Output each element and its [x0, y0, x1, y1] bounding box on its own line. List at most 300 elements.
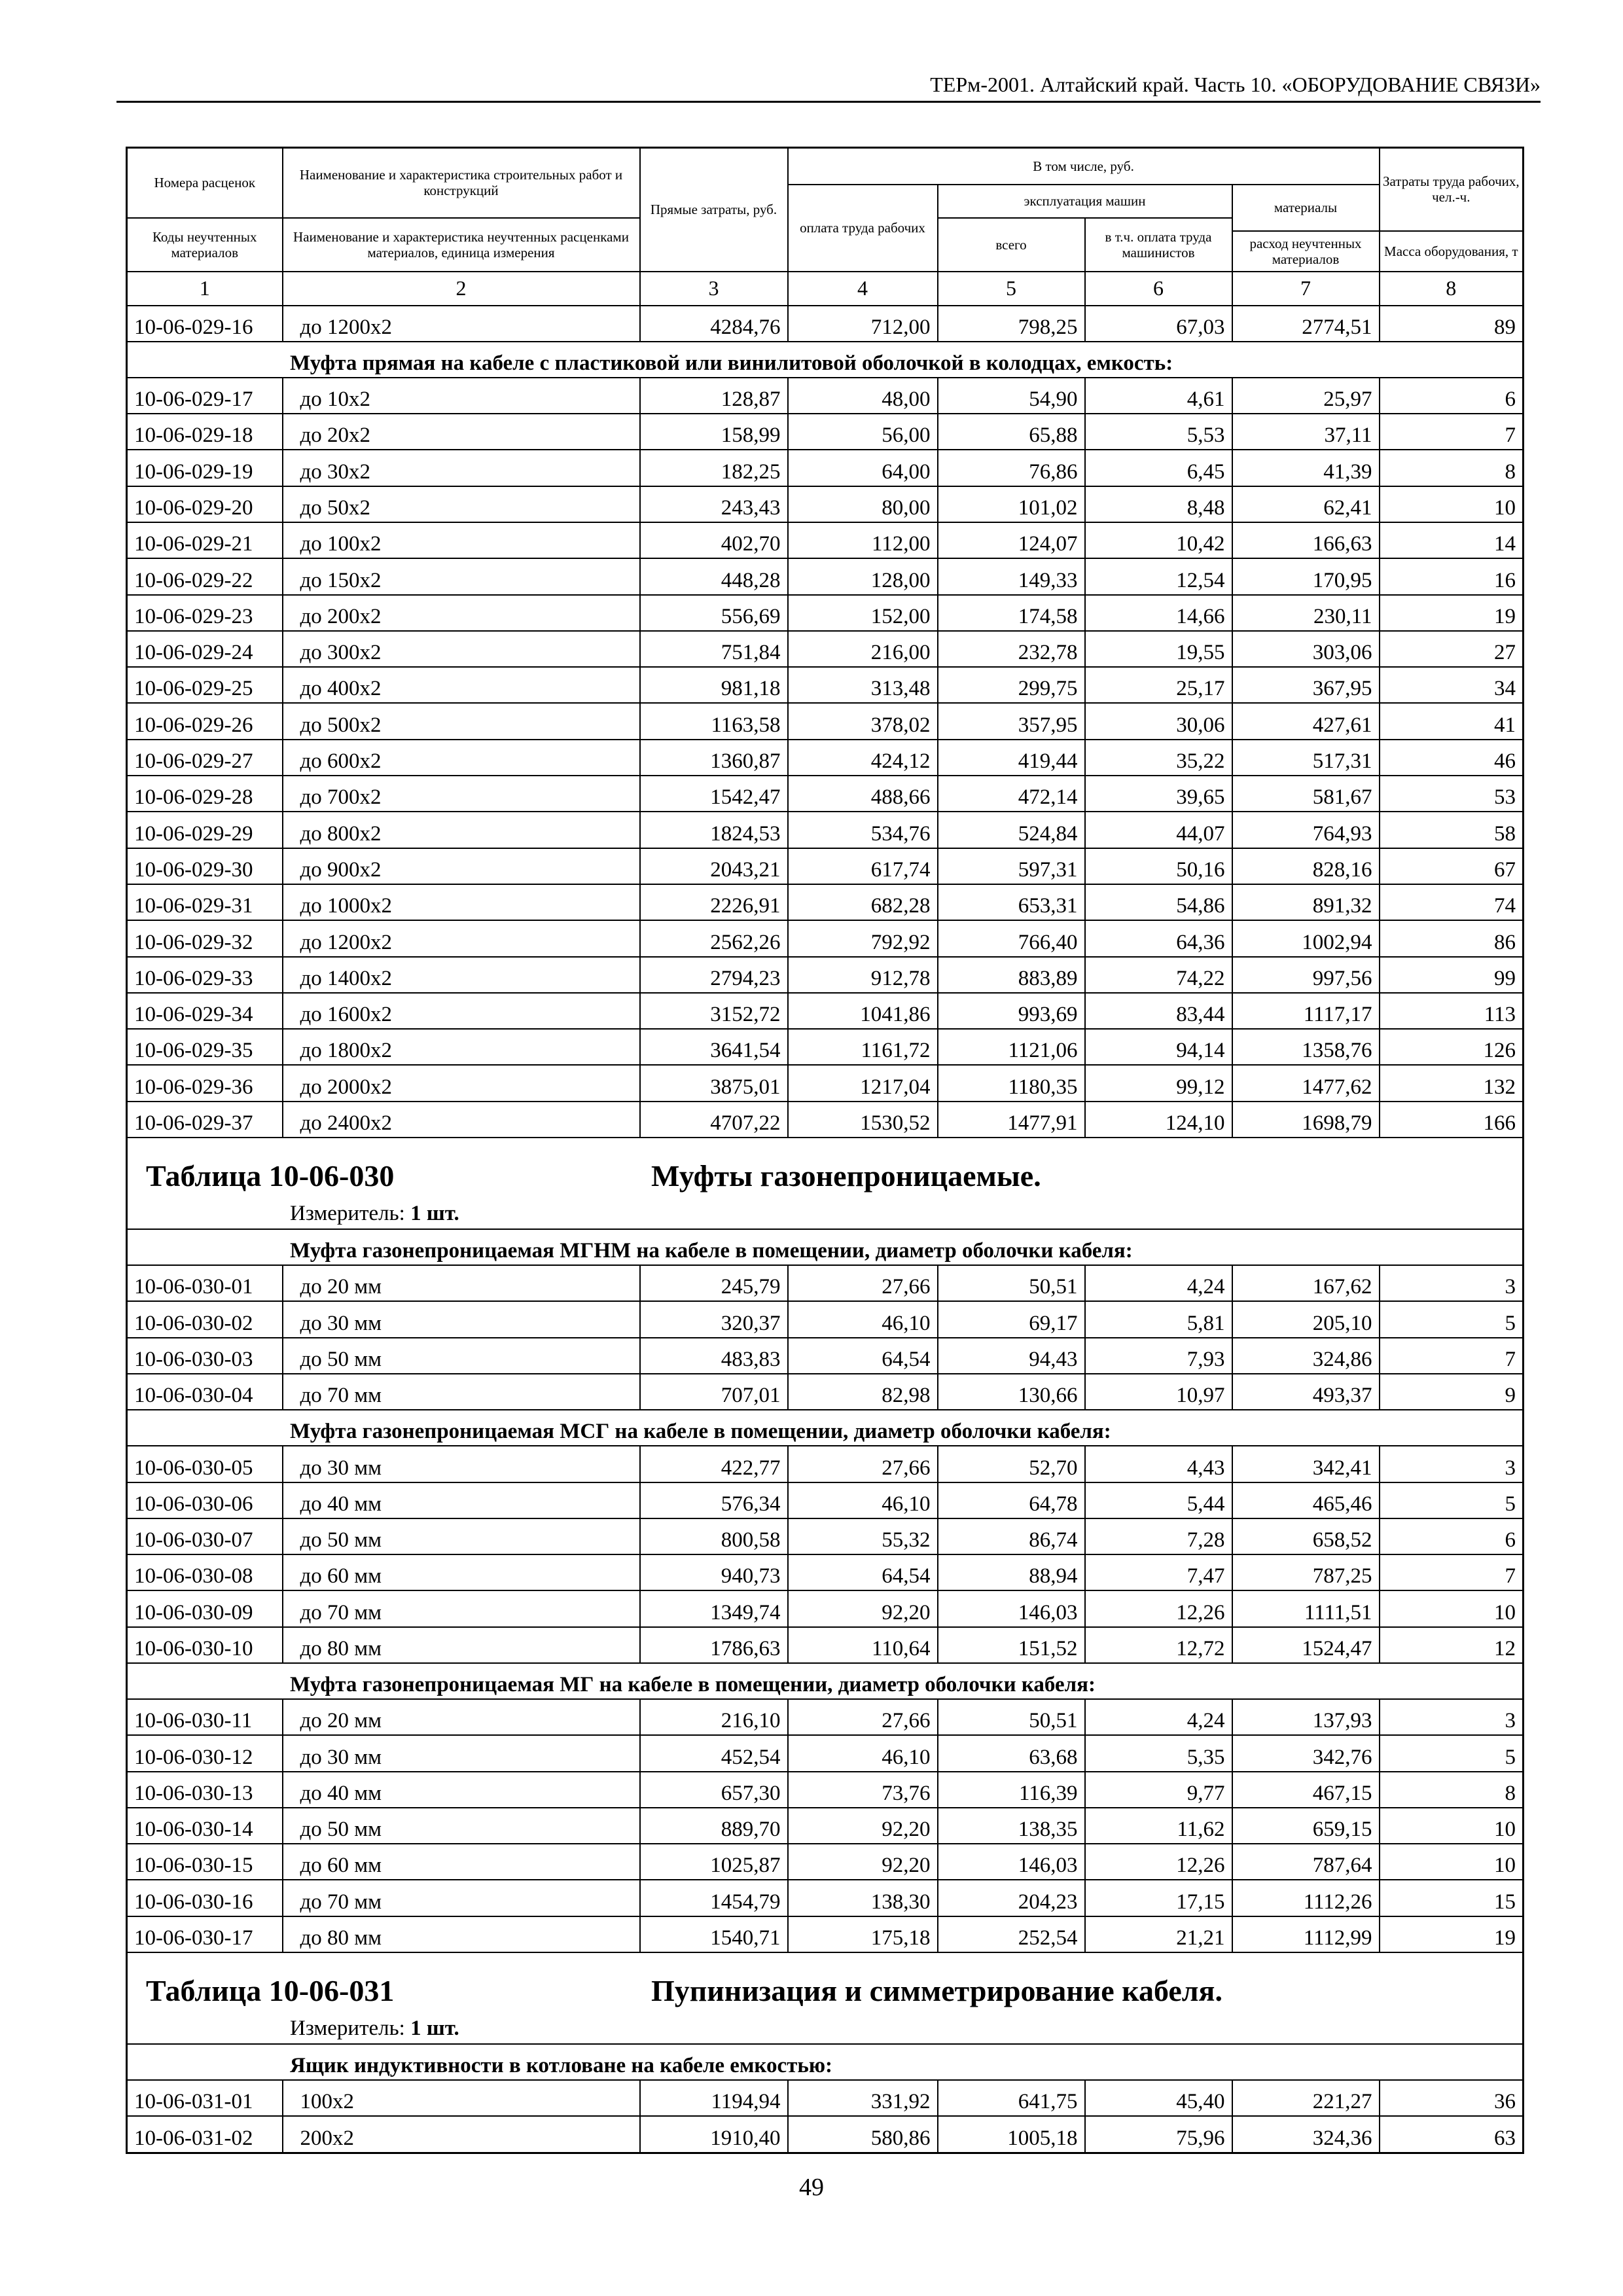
direct-costs-cell: 216,10 [640, 1699, 788, 1735]
col-number: 2 [283, 272, 640, 306]
labor-pay-cell: 73,76 [788, 1772, 938, 1808]
table-row [127, 703, 1524, 739]
rate-code: 10-06-030-05 [127, 1446, 283, 1482]
direct-costs-cell: 3641,54 [640, 1029, 788, 1065]
col-header-materials: материалы [1232, 185, 1380, 231]
labor-hours-cell: 8 [1380, 1772, 1524, 1808]
labor-pay-cell: 682,28 [788, 884, 938, 920]
labor-pay-cell: 138,30 [788, 1880, 938, 1916]
measure-label: Измеритель: [290, 1202, 405, 1226]
direct-costs-cell: 707,01 [640, 1374, 788, 1410]
direct-costs-cell: 3152,72 [640, 993, 788, 1029]
direct-costs-cell: 657,30 [640, 1772, 788, 1808]
table-number: Таблица 10-06-030 [146, 1159, 395, 1193]
labor-hours-cell: 74 [1380, 884, 1524, 920]
table-row [127, 1880, 1524, 1916]
group-title: Муфта газонепроницаемая МГ на кабеле в помещении, диаметр оболочки кабеля: [127, 1663, 1524, 1699]
labor-pay-cell: 80,00 [788, 486, 938, 522]
rate-name: до 50 мм [283, 1338, 640, 1374]
table-row [127, 993, 1524, 1029]
materials-cost-cell: 997,56 [1232, 957, 1380, 993]
machines-total-cell: 1005,18 [938, 2116, 1085, 2153]
labor-pay-cell: 82,98 [788, 1374, 938, 1410]
labor-pay-cell: 92,20 [788, 1844, 938, 1880]
labor-hours-cell: 63 [1380, 2116, 1524, 2153]
table-row [127, 1065, 1524, 1101]
machinists-pay-cell: 10,97 [1085, 1374, 1232, 1410]
labor-hours-cell: 27 [1380, 631, 1524, 667]
machines-total-cell: 472,14 [938, 776, 1085, 812]
page-number: 49 [799, 2174, 824, 2201]
labor-pay-cell: 1161,72 [788, 1029, 938, 1065]
labor-pay-cell: 331,92 [788, 2080, 938, 2116]
labor-pay-cell: 534,76 [788, 812, 938, 848]
rate-code: 10-06-029-22 [127, 558, 283, 594]
labor-pay-cell: 92,20 [788, 1808, 938, 1844]
rate-code: 10-06-031-01 [127, 2080, 283, 2116]
direct-costs-cell: 245,79 [640, 1265, 788, 1301]
rate-name: до 1000х2 [283, 884, 640, 920]
col-header-machinists-pay: в т.ч. оплата труда машинистов [1085, 218, 1232, 272]
direct-costs-cell: 751,84 [640, 631, 788, 667]
labor-pay-cell: 1217,04 [788, 1065, 938, 1101]
col-number: 8 [1380, 272, 1524, 306]
table-row [127, 1699, 1524, 1735]
rate-code: 10-06-029-24 [127, 631, 283, 667]
col-number: 5 [938, 272, 1085, 306]
table-row [127, 957, 1524, 993]
direct-costs-cell: 243,43 [640, 486, 788, 522]
table-row [127, 776, 1524, 812]
labor-pay-cell: 27,66 [788, 1446, 938, 1482]
rate-name: до 30 мм [283, 1735, 640, 1771]
machines-total-cell: 149,33 [938, 558, 1085, 594]
machinists-pay-cell: 54,86 [1085, 884, 1232, 920]
labor-hours-cell: 10 [1380, 1808, 1524, 1844]
machinists-pay-cell: 83,44 [1085, 993, 1232, 1029]
labor-pay-cell: 27,66 [788, 1699, 938, 1735]
machines-total-cell: 69,17 [938, 1301, 1085, 1337]
direct-costs-cell: 800,58 [640, 1518, 788, 1554]
rate-name: до 400х2 [283, 667, 640, 703]
materials-cost-cell: 367,95 [1232, 667, 1380, 703]
rate-name: до 10х2 [283, 378, 640, 414]
rate-code: 10-06-029-23 [127, 595, 283, 631]
machinists-pay-cell: 50,16 [1085, 848, 1232, 884]
materials-cost-cell: 659,15 [1232, 1808, 1380, 1844]
machinists-pay-cell: 75,96 [1085, 2116, 1232, 2153]
labor-hours-cell: 41 [1380, 703, 1524, 739]
materials-cost-cell: 1477,62 [1232, 1065, 1380, 1101]
materials-cost-cell: 1358,76 [1232, 1029, 1380, 1065]
labor-pay-cell: 378,02 [788, 703, 938, 739]
table-number: Таблица 10-06-031 [146, 1974, 395, 2008]
materials-cost-cell: 170,95 [1232, 558, 1380, 594]
machines-total-cell: 54,90 [938, 378, 1085, 414]
col-header-materials-unaccounted: расход неучтенных материалов [1232, 231, 1380, 272]
rate-name: до 30х2 [283, 450, 640, 486]
labor-pay-cell: 152,00 [788, 595, 938, 631]
table-row [127, 920, 1524, 956]
machinists-pay-cell: 10,42 [1085, 522, 1232, 558]
table-row [127, 1844, 1524, 1880]
materials-cost-cell: 581,67 [1232, 776, 1380, 812]
labor-pay-cell: 64,00 [788, 450, 938, 486]
direct-costs-cell: 483,83 [640, 1338, 788, 1374]
materials-cost-cell: 342,76 [1232, 1735, 1380, 1771]
materials-cost-cell: 517,31 [1232, 740, 1380, 776]
machinists-pay-cell: 44,07 [1085, 812, 1232, 848]
direct-costs-cell: 556,69 [640, 595, 788, 631]
machines-total-cell: 1477,91 [938, 1102, 1085, 1138]
rate-code: 10-06-029-33 [127, 957, 283, 993]
table-row [127, 595, 1524, 631]
rate-code: 10-06-029-35 [127, 1029, 283, 1065]
rate-name: до 100х2 [283, 522, 640, 558]
table-row [127, 414, 1524, 450]
rate-code: 10-06-029-26 [127, 703, 283, 739]
materials-cost-cell: 166,63 [1232, 522, 1380, 558]
machines-total-cell: 524,84 [938, 812, 1085, 848]
running-header: ТЕРм-2001. Алтайский край. Часть 10. «ОБОРУДОВАНИЕ СВЯЗИ» [116, 71, 1541, 103]
table-row [127, 1338, 1524, 1374]
materials-cost-cell: 2774,51 [1232, 306, 1380, 342]
machines-total-cell: 138,35 [938, 1808, 1085, 1844]
machines-total-cell: 124,07 [938, 522, 1085, 558]
labor-hours-cell: 5 [1380, 1482, 1524, 1518]
group-title: Муфта прямая на кабеле с пластиковой или винилитовой оболочкой в колодцах, емкость: [127, 342, 1524, 378]
direct-costs-cell: 1163,58 [640, 703, 788, 739]
materials-cost-cell: 467,15 [1232, 1772, 1380, 1808]
measure-row [127, 2008, 1524, 2044]
machinists-pay-cell: 5,35 [1085, 1735, 1232, 1771]
rate-name: до 500х2 [283, 703, 640, 739]
measure-value: 1 шт. [410, 1202, 459, 1226]
rate-name: до 900х2 [283, 848, 640, 884]
materials-cost-cell: 787,25 [1232, 1554, 1380, 1590]
table-row [127, 1627, 1524, 1663]
machines-total-cell: 63,68 [938, 1735, 1085, 1771]
table-row [127, 2080, 1524, 2116]
direct-costs-cell: 4707,22 [640, 1102, 788, 1138]
materials-cost-cell: 1698,79 [1232, 1102, 1380, 1138]
materials-cost-cell: 764,93 [1232, 812, 1380, 848]
labor-pay-cell: 313,48 [788, 667, 938, 703]
rate-code: 10-06-029-36 [127, 1065, 283, 1101]
table-title-row [127, 1952, 1524, 2008]
rate-code: 10-06-030-04 [127, 1374, 283, 1410]
labor-hours-cell: 19 [1380, 1916, 1524, 1952]
direct-costs-cell: 1025,87 [640, 1844, 788, 1880]
materials-cost-cell: 221,27 [1232, 2080, 1380, 2116]
materials-cost-cell: 1112,26 [1232, 1880, 1380, 1916]
table-row [127, 1735, 1524, 1771]
materials-cost-cell: 658,52 [1232, 1518, 1380, 1554]
rate-code: 10-06-029-27 [127, 740, 283, 776]
machines-total-cell: 151,52 [938, 1627, 1085, 1663]
table-row [127, 1808, 1524, 1844]
group-title: Муфта газонепроницаемая МГНМ на кабеле в помещении, диаметр оболочки кабеля: [127, 1229, 1524, 1265]
machines-total-cell: 94,43 [938, 1338, 1085, 1374]
table-title-cell [127, 1138, 1524, 1193]
labor-hours-cell: 15 [1380, 1880, 1524, 1916]
table-title-cell [127, 1952, 1524, 2008]
direct-costs-cell: 158,99 [640, 414, 788, 450]
direct-costs-cell: 320,37 [640, 1301, 788, 1337]
machinists-pay-cell: 30,06 [1085, 703, 1232, 739]
labor-hours-cell: 58 [1380, 812, 1524, 848]
rate-code: 10-06-030-14 [127, 1808, 283, 1844]
machines-total-cell: 798,25 [938, 306, 1085, 342]
machinists-pay-cell: 12,54 [1085, 558, 1232, 594]
machinists-pay-cell: 7,47 [1085, 1554, 1232, 1590]
rates-table-frame [126, 147, 1522, 2154]
rate-code: 10-06-030-17 [127, 1916, 283, 1952]
table-row [127, 1265, 1524, 1301]
machines-total-cell: 116,39 [938, 1772, 1085, 1808]
labor-hours-cell: 7 [1380, 1338, 1524, 1374]
group-title-row [127, 342, 1524, 378]
col-header-machines: эксплуатация машин [938, 185, 1232, 218]
machines-total-cell: 204,23 [938, 1880, 1085, 1916]
machinists-pay-cell: 7,93 [1085, 1338, 1232, 1374]
machines-total-cell: 653,31 [938, 884, 1085, 920]
rate-code: 10-06-029-37 [127, 1102, 283, 1138]
direct-costs-cell: 182,25 [640, 450, 788, 486]
materials-cost-cell: 25,97 [1232, 378, 1380, 414]
labor-pay-cell: 56,00 [788, 414, 938, 450]
labor-pay-cell: 216,00 [788, 631, 938, 667]
table-row [127, 1554, 1524, 1590]
rate-name: до 800х2 [283, 812, 640, 848]
machinists-pay-cell: 4,24 [1085, 1265, 1232, 1301]
machinists-pay-cell: 19,55 [1085, 631, 1232, 667]
direct-costs-cell: 4284,76 [640, 306, 788, 342]
rate-name: до 1200х2 [283, 306, 640, 342]
machines-total-cell: 146,03 [938, 1844, 1085, 1880]
rate-code: 10-06-030-13 [127, 1772, 283, 1808]
machinists-pay-cell: 94,14 [1085, 1029, 1232, 1065]
col-number: 1 [127, 272, 283, 306]
direct-costs-cell: 1542,47 [640, 776, 788, 812]
group-title-row [127, 1663, 1524, 1699]
labor-hours-cell: 8 [1380, 450, 1524, 486]
rate-code: 10-06-029-34 [127, 993, 283, 1029]
labor-hours-cell: 36 [1380, 2080, 1524, 2116]
labor-hours-cell: 10 [1380, 1590, 1524, 1626]
materials-cost-cell: 324,86 [1232, 1338, 1380, 1374]
rate-name: 200х2 [283, 2116, 640, 2153]
rate-name: до 200х2 [283, 595, 640, 631]
table-title-block [128, 1138, 1522, 1193]
col-header-direct-costs: Прямые затраты, руб. [640, 148, 788, 272]
machines-total-cell: 419,44 [938, 740, 1085, 776]
labor-pay-cell: 792,92 [788, 920, 938, 956]
labor-hours-cell: 3 [1380, 1699, 1524, 1735]
materials-cost-cell: 1117,17 [1232, 993, 1380, 1029]
labor-hours-cell: 99 [1380, 957, 1524, 993]
machinists-pay-cell: 12,26 [1085, 1844, 1232, 1880]
rate-code: 10-06-030-15 [127, 1844, 283, 1880]
rate-name: до 600х2 [283, 740, 640, 776]
rate-code: 10-06-030-03 [127, 1338, 283, 1374]
group-title: Муфта газонепроницаемая МСГ на кабеле в помещении, диаметр оболочки кабеля: [127, 1410, 1524, 1446]
rate-code: 10-06-030-01 [127, 1265, 283, 1301]
labor-pay-cell: 48,00 [788, 378, 938, 414]
machines-total-cell: 252,54 [938, 1916, 1085, 1952]
rate-name: до 2000х2 [283, 1065, 640, 1101]
direct-costs-cell: 1786,63 [640, 1627, 788, 1663]
table-row [127, 1590, 1524, 1626]
machinists-pay-cell: 124,10 [1085, 1102, 1232, 1138]
machinists-pay-cell: 6,45 [1085, 450, 1232, 486]
materials-cost-cell: 828,16 [1232, 848, 1380, 884]
table-title: Пупинизация и симметрирование кабеля. [651, 1974, 1222, 2008]
machinists-pay-cell: 45,40 [1085, 2080, 1232, 2116]
rate-code: 10-06-029-16 [127, 306, 283, 342]
machines-total-cell: 50,51 [938, 1265, 1085, 1301]
machines-total-cell: 86,74 [938, 1518, 1085, 1554]
machinists-pay-cell: 39,65 [1085, 776, 1232, 812]
direct-costs-cell: 1910,40 [640, 2116, 788, 2153]
table-row [127, 1482, 1524, 1518]
machinists-pay-cell: 35,22 [1085, 740, 1232, 776]
table-title-row [127, 1138, 1524, 1193]
table-row [127, 1301, 1524, 1337]
rate-name: до 300х2 [283, 631, 640, 667]
machines-total-cell: 50,51 [938, 1699, 1085, 1735]
labor-pay-cell: 712,00 [788, 306, 938, 342]
machinists-pay-cell: 4,43 [1085, 1446, 1232, 1482]
machinists-pay-cell: 4,24 [1085, 1699, 1232, 1735]
measure-label: Измеритель: [290, 2017, 405, 2041]
group-title-row [127, 1410, 1524, 1446]
labor-pay-cell: 46,10 [788, 1735, 938, 1771]
table-row [127, 450, 1524, 486]
materials-cost-cell: 891,32 [1232, 884, 1380, 920]
machines-total-cell: 993,69 [938, 993, 1085, 1029]
col-header-equipment-mass: Масса оборудования, т [1380, 231, 1524, 272]
rate-code: 10-06-029-21 [127, 522, 283, 558]
materials-cost-cell: 41,39 [1232, 450, 1380, 486]
machinists-pay-cell: 17,15 [1085, 1880, 1232, 1916]
rate-code: 10-06-029-29 [127, 812, 283, 848]
direct-costs-cell: 1454,79 [640, 1880, 788, 1916]
labor-hours-cell: 113 [1380, 993, 1524, 1029]
machinists-pay-cell: 4,61 [1085, 378, 1232, 414]
rate-name: до 1600х2 [283, 993, 640, 1029]
table-row [127, 1374, 1524, 1410]
rate-code: 10-06-029-18 [127, 414, 283, 450]
rate-name: до 40 мм [283, 1482, 640, 1518]
table-title: Муфты газонепроницаемые. [651, 1159, 1041, 1193]
machinists-pay-cell: 21,21 [1085, 1916, 1232, 1952]
group-title: Ящик индуктивности в котловане на кабеле емкостью: [127, 2044, 1524, 2080]
machinists-pay-cell: 11,62 [1085, 1808, 1232, 1844]
table-row [127, 848, 1524, 884]
labor-pay-cell: 64,54 [788, 1338, 938, 1374]
direct-costs-cell: 1194,94 [640, 2080, 788, 2116]
rate-code: 10-06-029-17 [127, 378, 283, 414]
materials-cost-cell: 427,61 [1232, 703, 1380, 739]
labor-hours-cell: 14 [1380, 522, 1524, 558]
rate-name: до 40 мм [283, 1772, 640, 1808]
machines-total-cell: 76,86 [938, 450, 1085, 486]
materials-cost-cell: 62,41 [1232, 486, 1380, 522]
table-row [127, 884, 1524, 920]
col-header-unaccounted-codes: Коды неучтенных материалов [127, 218, 283, 272]
rate-name: до 30 мм [283, 1446, 640, 1482]
col-header-machines-total: всего [938, 218, 1085, 272]
direct-costs-cell: 981,18 [640, 667, 788, 703]
direct-costs-cell: 128,87 [640, 378, 788, 414]
rate-code: 10-06-030-06 [127, 1482, 283, 1518]
labor-pay-cell: 488,66 [788, 776, 938, 812]
labor-hours-cell: 86 [1380, 920, 1524, 956]
labor-pay-cell: 424,12 [788, 740, 938, 776]
table-row [127, 486, 1524, 522]
materials-cost-cell: 493,37 [1232, 1374, 1380, 1410]
rates-table [126, 147, 1524, 2154]
machines-total-cell: 101,02 [938, 486, 1085, 522]
machinists-pay-cell: 5,44 [1085, 1482, 1232, 1518]
rate-name: до 20х2 [283, 414, 640, 450]
rate-code: 10-06-030-02 [127, 1301, 283, 1337]
materials-cost-cell: 1002,94 [1232, 920, 1380, 956]
rate-name: до 1400х2 [283, 957, 640, 993]
measure-value: 1 шт. [410, 2017, 459, 2041]
direct-costs-cell: 2562,26 [640, 920, 788, 956]
machines-total-cell: 1180,35 [938, 1065, 1085, 1101]
direct-costs-cell: 1360,87 [640, 740, 788, 776]
col-header-work-name: Наименование и характеристика строительных работ и конструкций [283, 148, 640, 218]
labor-hours-cell: 9 [1380, 1374, 1524, 1410]
machinists-pay-cell: 25,17 [1085, 667, 1232, 703]
rate-code: 10-06-029-19 [127, 450, 283, 486]
labor-pay-cell: 55,32 [788, 1518, 938, 1554]
labor-hours-cell: 7 [1380, 414, 1524, 450]
machines-total-cell: 641,75 [938, 2080, 1085, 2116]
table-row [127, 1029, 1524, 1065]
labor-pay-cell: 112,00 [788, 522, 938, 558]
direct-costs-cell: 1540,71 [640, 1916, 788, 1952]
labor-pay-cell: 46,10 [788, 1482, 938, 1518]
labor-hours-cell: 166 [1380, 1102, 1524, 1138]
machines-total-cell: 1121,06 [938, 1029, 1085, 1065]
machinists-pay-cell: 99,12 [1085, 1065, 1232, 1101]
col-number: 3 [640, 272, 788, 306]
table-row [127, 1102, 1524, 1138]
machines-total-cell: 130,66 [938, 1374, 1085, 1410]
labor-pay-cell: 92,20 [788, 1590, 938, 1626]
materials-cost-cell: 1111,51 [1232, 1590, 1380, 1626]
table-row [127, 740, 1524, 776]
materials-cost-cell: 303,06 [1232, 631, 1380, 667]
labor-hours-cell: 126 [1380, 1029, 1524, 1065]
materials-cost-cell: 137,93 [1232, 1699, 1380, 1735]
rate-code: 10-06-029-31 [127, 884, 283, 920]
materials-cost-cell: 465,46 [1232, 1482, 1380, 1518]
table-row [127, 558, 1524, 594]
materials-cost-cell: 342,41 [1232, 1446, 1380, 1482]
rate-name: до 20 мм [283, 1699, 640, 1735]
materials-cost-cell: 787,64 [1232, 1844, 1380, 1880]
labor-hours-cell: 67 [1380, 848, 1524, 884]
measure-cell [127, 1193, 1524, 1229]
col-header-labor-costs: Затраты труда рабочих, чел.-ч. [1380, 148, 1524, 231]
materials-cost-cell: 1112,99 [1232, 1916, 1380, 1952]
table-row [127, 1772, 1524, 1808]
